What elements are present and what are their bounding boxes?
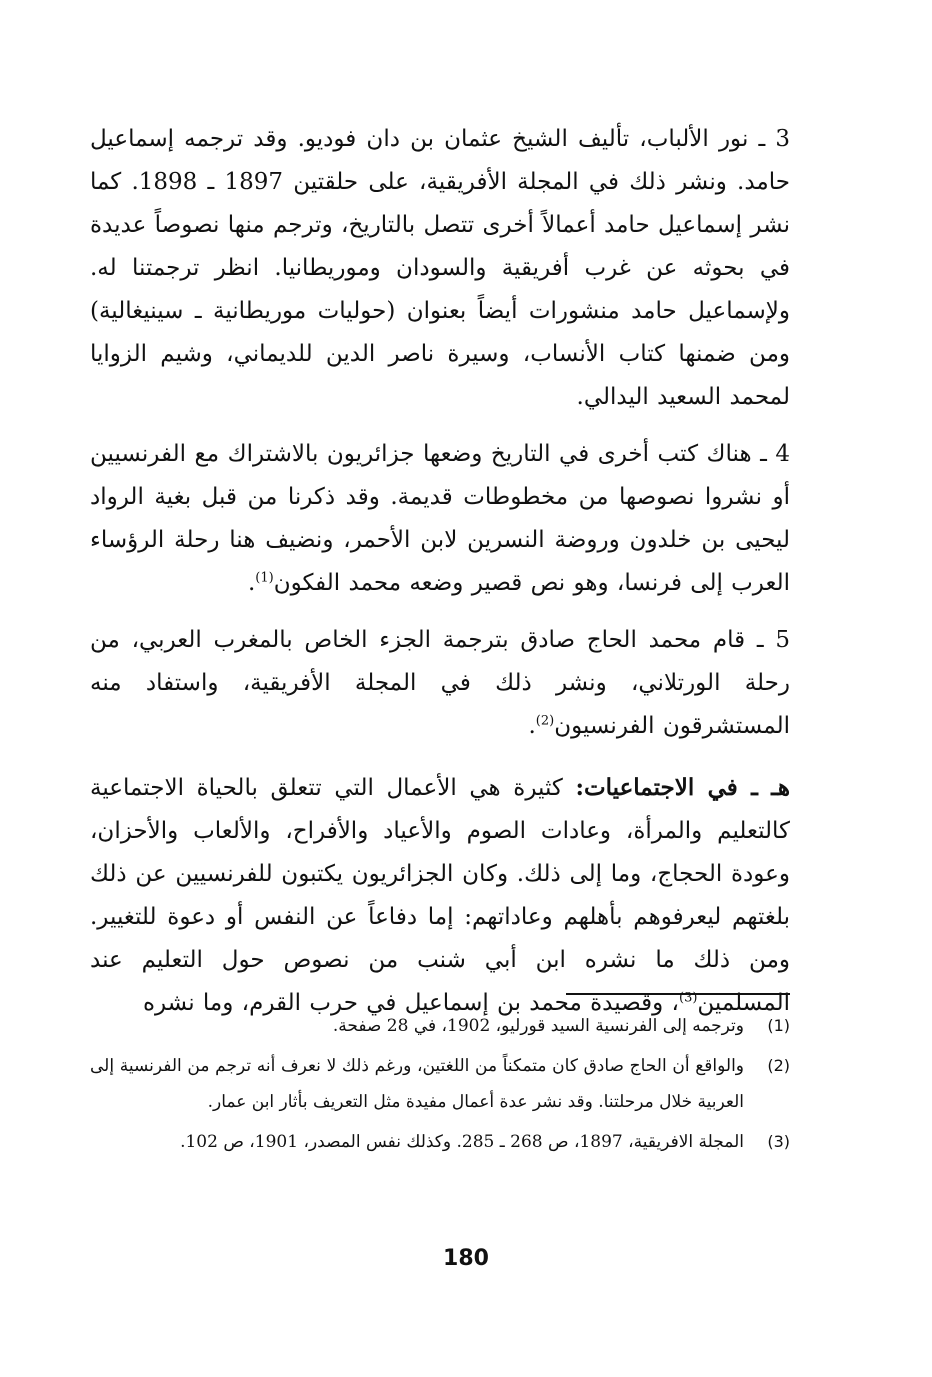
footnote-divider (566, 993, 790, 995)
footnote-3 (90, 1124, 790, 1160)
paragraph-item-4 (90, 433, 790, 605)
footnote-number: (2) (767, 1056, 790, 1075)
footnote-text: والواقع أن الحاج صادق كان متمكناً من اللغتين، ورغم ذلك لا نعرف أنه ترجم من الفرنسية إلى العربية خلال مرحلتنا. وقد نشر عدة أعمال مفيدة مثل التعريف بأثار ابن عمار. (90, 1056, 744, 1112)
paragraph-text: 5 ـ قام محمد الحاج صادق بترجمة الجزء الخاص بالمغرب العربي، من رحلة الورتلاني، ونشر ذلك في المجلة الأفريقية، واستفاد منه المستشرقون الفرنسيون (90, 627, 790, 739)
footnote-reference-1[interactable]: (1) (255, 570, 274, 586)
paragraph-item-3 (90, 118, 790, 419)
footnote-2 (90, 1048, 790, 1120)
footnote-number: (3) (767, 1132, 790, 1151)
footnote-reference-2[interactable]: (2) (535, 713, 555, 729)
footnotes (90, 1008, 790, 1164)
footnote-reference-3[interactable]: (3) (678, 990, 698, 1006)
footnote-1 (90, 1008, 790, 1044)
section-social (90, 766, 790, 1025)
paragraph-text: 4 ـ هناك كتب أخرى في التاريخ وضعها جزائريون بالاشتراك مع الفرنسيين أو نشروا نصوصها من مخطوطات قديمة. وقد ذكرنا من قبل بغية الرواد ليحيى بن خلدون وروضة النسرين لابن الأحمر، ونضيف هنا رحلة الرؤساء العرب إلى فرنسا، وهو نص قصير وضعه محمد الفكون (90, 441, 790, 596)
paragraph-text: 3 ـ نور الألباب، تأليف الشيخ عثمان بن دان فوديو. وقد ترجمه إسماعيل حامد. ونشر ذلك في المجلة الأفريقية، على حلقتين 1897 ـ 1898. كما نشر إسماعيل حامد أعمالاً أخرى تتصل بالتاريخ، وترجم منها نصوصاً عديدة في بحوثه عن غرب أفريقية والسودان وموريطانيا. انظر ترجمتنا له. ولإسماعيل حامد منشورات أيضاً بعنوان (حوليات موريطانية ـ سينيغالية) ومن ضمنها كتاب الأنساب، وسيرة ناصر الدين للديماني، وشيم الزوايا لمحمد السعيد اليدالي. (90, 126, 790, 410)
footnote-text: وترجمه إلى الفرنسية السيد قورليو، 1902، في 28 صفحة. (332, 1016, 744, 1036)
paragraph-end: . (247, 570, 256, 596)
main-text (90, 118, 790, 1025)
page-number: 180 (443, 1246, 489, 1271)
paragraph-text: كثيرة هي الأعمال التي تتعلق بالحياة الاجتماعية كالتعليم والمرأة، وعادات الصوم والأعياد والأفراح، والألعاب والأحزان، وعودة الحجاج، وما إلى ذلك. وكان الجزائريون يكتبون للفرنسيين عن ذلك بلغتهم ليعرفوهم بأهلهم وعاداتهم: إما دفاعاً عن النفس أو دعوة للتغيير. ومن ذلك ما نشره ابن أبي شنب من نصوص حول التعليم عند المسلمين (90, 775, 790, 1016)
paragraph-text-continued: ، وقصيدة محمد بن إسماعيل في حرب القرم، وما نشره (142, 990, 679, 1016)
paragraph-item-5 (90, 619, 790, 748)
footnote-text: المجلة الافريقية، 1897، ص 268 ـ 285. وكذلك نفس المصدر، 1901، ص 102. (180, 1132, 744, 1152)
footnote-number: (1) (767, 1016, 790, 1035)
section-heading: هـ ـ في الاجتماعيات: (575, 774, 791, 801)
paragraph-end: . (528, 713, 536, 739)
